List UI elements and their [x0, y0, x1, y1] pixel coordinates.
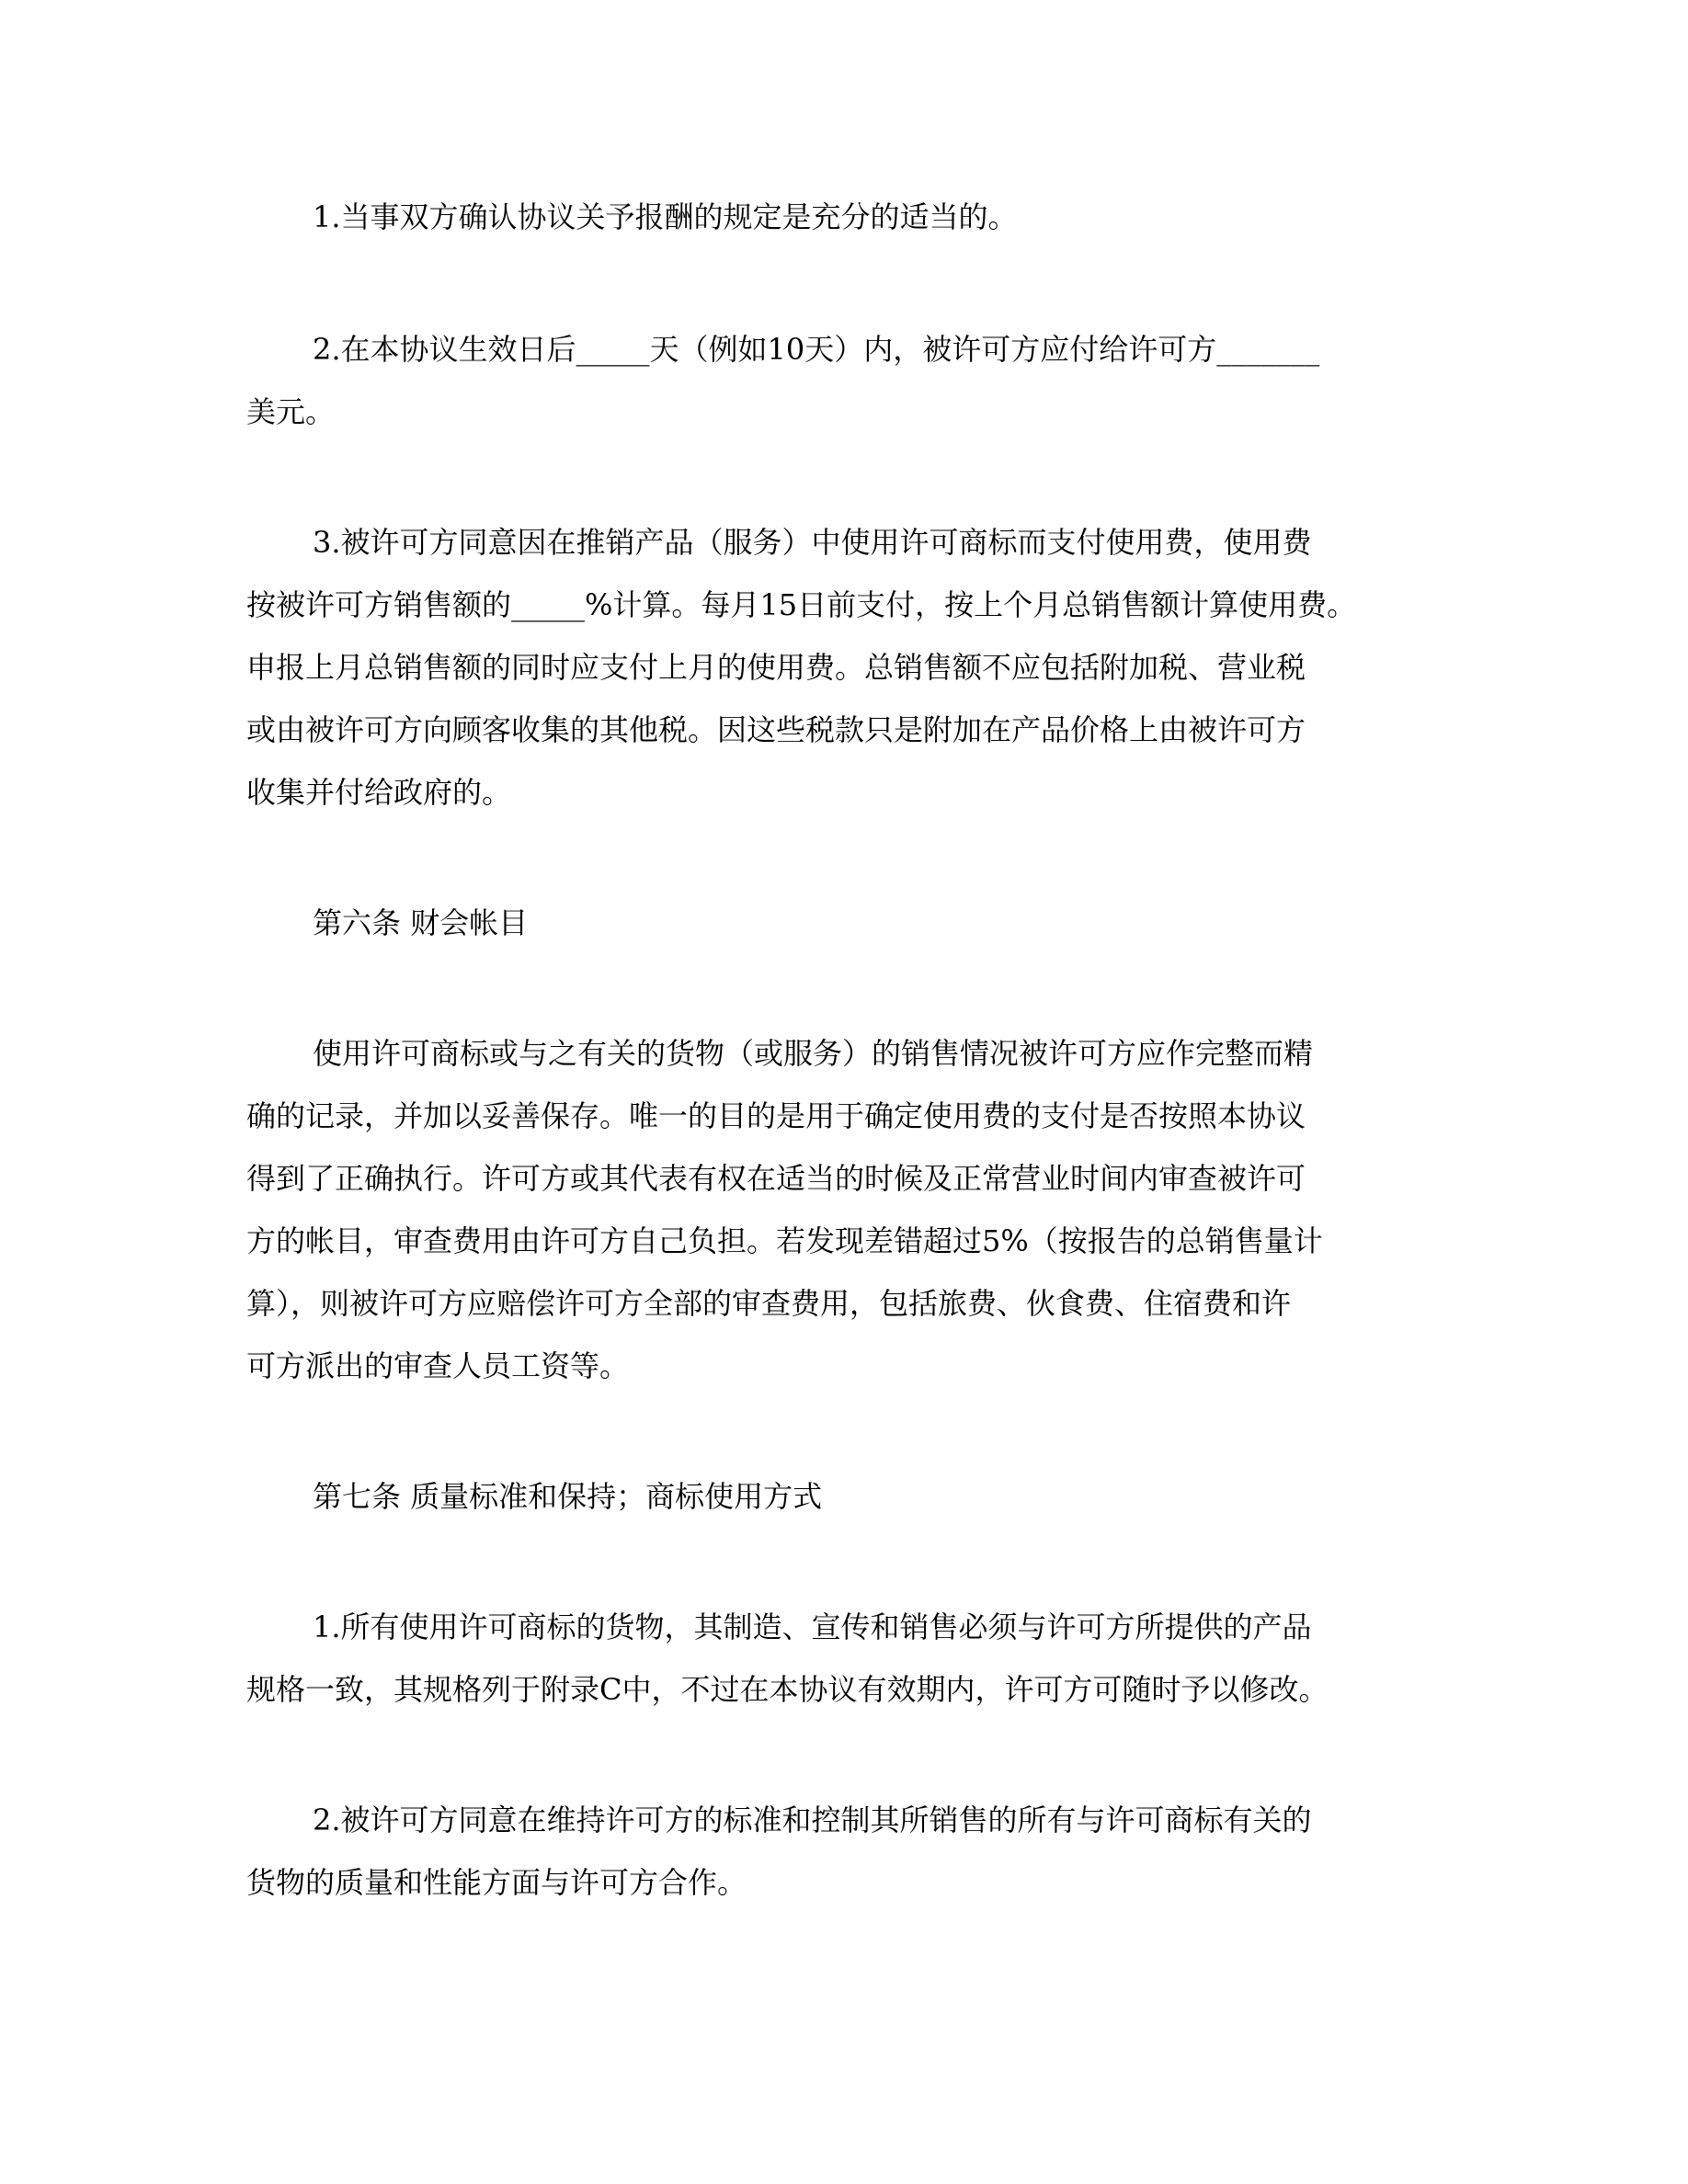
- article-6-line-5: 算），则被许可方应赔偿许可方全部的审查费用，包括旅费、伙食费、住宿费和许: [246, 1286, 1292, 1321]
- clause-5-3-line-1: 3.被许可方同意因在推销产品（服务）中使用许可商标而支付使用费，使用费: [313, 525, 1312, 560]
- article-6-line-3: 得到了正确执行。许可方或其代表有权在适当的时候及正常营业时间内审查被许可: [246, 1161, 1306, 1196]
- clause-5-3-line-5: 收集并付给政府的。: [246, 775, 512, 810]
- clause-7-2-line-1: 2.被许可方同意在维持许可方的标准和控制其所销售的所有与许可商标有关的: [313, 1803, 1312, 1837]
- clause-5-2-line-2: 美元。: [246, 394, 336, 429]
- article-6-line-4: 方的帐目，审查费用由许可方自己负担。若发现差错超过5%（按报告的总销售量计: [246, 1223, 1323, 1258]
- article-7-heading: 第七条 质量标准和保持；商标使用方式: [313, 1479, 823, 1514]
- clause-7-1-line-2: 规格一致，其规格列于附录C中，不过在本协议有效期内，许可方可随时予以修改。: [246, 1672, 1329, 1707]
- clause-5-3-line-2: 按被许可方销售额的_____%计算。每月15日前支付，按上个月总销售额计算使用费。: [246, 587, 1357, 622]
- clause-5-3-line-4: 或由被许可方向顾客收集的其他税。因这些税款只是附加在产品价格上由被许可方: [246, 712, 1306, 747]
- article-6-line-1: 使用许可商标或与之有关的货物（或服务）的销售情况被许可方应作完整而精: [313, 1036, 1314, 1071]
- article-6-line-6: 可方派出的审查人员工资等。: [246, 1348, 630, 1383]
- clause-5-2-line-1: 2.在本协议生效日后_____天（例如10天）内，被许可方应付给许可方_______: [313, 332, 1320, 367]
- clause-7-1-line-1: 1.所有使用许可商标的货物，其制造、宣传和销售必须与许可方所提供的产品: [313, 1610, 1312, 1644]
- clause-7-2-line-2: 货物的质量和性能方面与许可方合作。: [246, 1865, 747, 1900]
- clause-5-1-line-1: 1.当事双方确认协议关予报酬的规定是充分的适当的。: [313, 199, 1018, 234]
- article-6-line-2: 确的记录，并加以妥善保存。唯一的目的是用于确定使用费的支付是否按照本协议: [246, 1098, 1306, 1133]
- article-6-heading: 第六条 财会帐目: [313, 905, 529, 940]
- clause-5-3-line-3: 申报上月总销售额的同时应支付上月的使用费。总销售额不应包括附加税、营业税: [246, 650, 1306, 685]
